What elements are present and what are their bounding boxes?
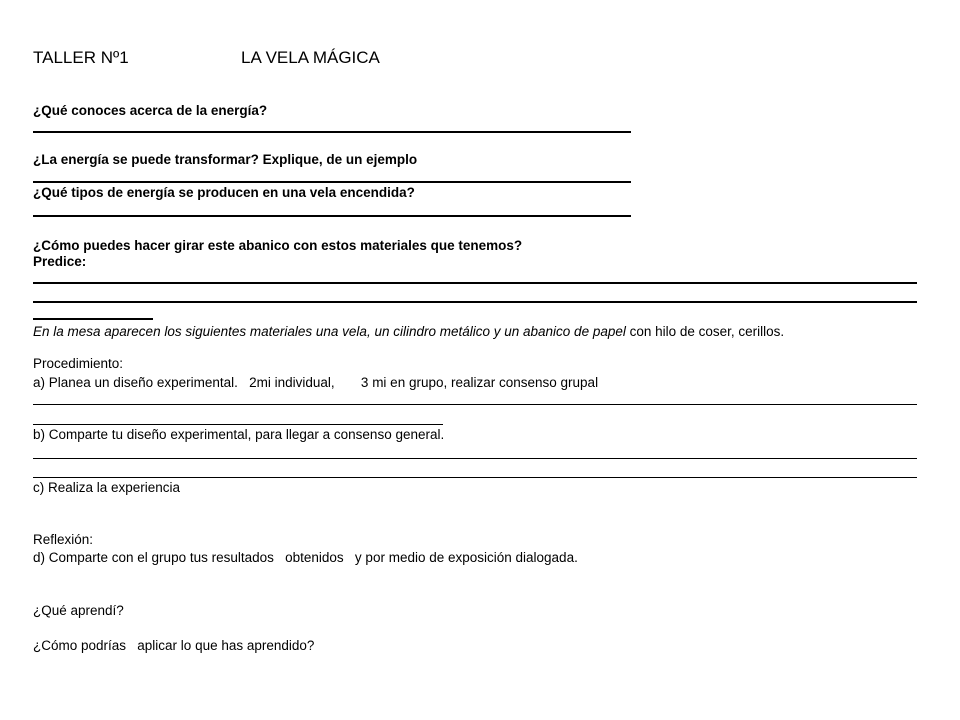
- answer-line[interactable]: [33, 301, 917, 303]
- predice-label: Predice:: [33, 254, 87, 269]
- procedure-step-c: c) Realiza la experiencia: [33, 480, 181, 495]
- question-candle-energy: ¿Qué tipos de energía se producen en una vela encendida?: [33, 185, 415, 200]
- question-energy-transform: ¿La energía se puede transformar? Explique, de un ejemplo: [33, 152, 418, 167]
- apply-question: ¿Cómo podrías aplicar lo que has aprendido?: [33, 638, 315, 653]
- procedure-step-a: a) Planea un diseño experimental. 2mi individual, 3 mi en grupo, realizar consenso grupal: [33, 375, 599, 390]
- answer-line[interactable]: [33, 318, 153, 320]
- answer-line[interactable]: [33, 181, 631, 183]
- what-learned-question: ¿Qué aprendí?: [33, 603, 124, 618]
- answer-line[interactable]: [33, 424, 443, 425]
- answer-line[interactable]: [33, 215, 631, 217]
- answer-line[interactable]: [33, 458, 917, 459]
- procedure-step-b: b) Comparte tu diseño experimental, para llegar a consenso general.: [33, 427, 445, 442]
- materials-normal: con hilo de coser, cerillos.: [625, 324, 785, 339]
- reflection-heading: Reflexión:: [33, 532, 94, 547]
- procedure-heading: Procedimiento:: [33, 356, 124, 371]
- materials-text: [33, 324, 784, 340]
- question-fan: ¿Cómo puedes hacer girar este abanico con estos materiales que tenemos?: [33, 238, 523, 253]
- reflection-step-d: d) Comparte con el grupo tus resultados obtenidos y por medio de exposición dialogada.: [33, 550, 578, 565]
- materials-italic: En la mesa aparecen los siguientes materiales una vela, un cilindro metálico y un abanico de papel: [33, 324, 626, 339]
- question-energy-knowledge: ¿Qué conoces acerca de la energía?: [33, 103, 268, 118]
- answer-line[interactable]: [33, 477, 917, 478]
- answer-line[interactable]: [33, 404, 917, 405]
- taller-number: TALLER Nº1: [33, 48, 129, 67]
- page-title: LA VELA MÁGICA: [241, 48, 380, 67]
- answer-line[interactable]: [33, 282, 917, 284]
- answer-line[interactable]: [33, 131, 631, 133]
